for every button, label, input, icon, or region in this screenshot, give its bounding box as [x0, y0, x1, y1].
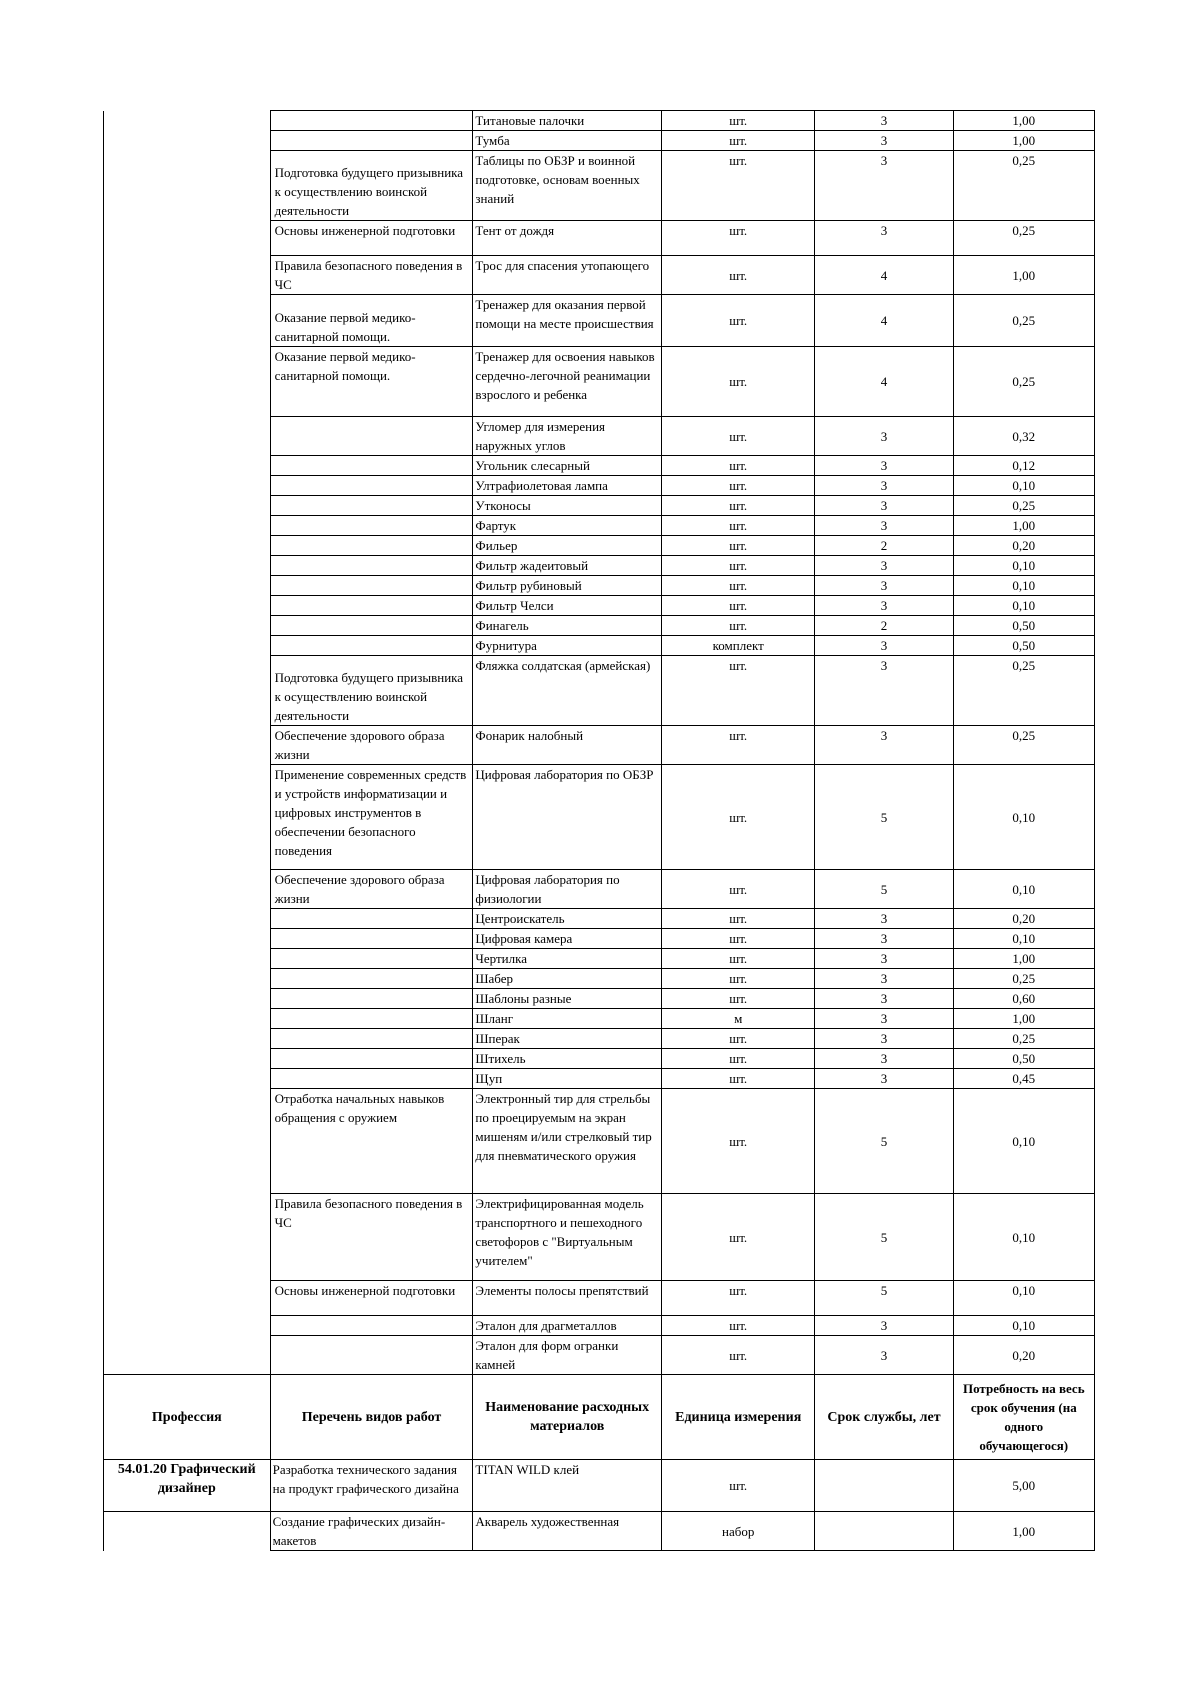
unit-cell: шт.: [661, 929, 814, 949]
profession-cell: [104, 1194, 271, 1281]
unit-cell: шт.: [661, 221, 814, 256]
service-life-cell: 3: [815, 1009, 953, 1029]
profession-cell: [104, 111, 271, 131]
need-cell: 0,25: [953, 151, 1094, 221]
material-name-cell: Фильер: [473, 536, 662, 556]
material-name-cell: Тент от дождя: [473, 221, 662, 256]
material-name-cell: Шланг: [473, 1009, 662, 1029]
table-row: [104, 1029, 1095, 1049]
need-cell: 1,00: [953, 516, 1094, 536]
work-type-cell: Правила безопасного поведения в ЧС: [270, 256, 473, 295]
material-name-cell: Эталон для драгметаллов: [473, 1316, 662, 1336]
need-cell: 0,25: [953, 969, 1094, 989]
header-unit: Единица измерения: [661, 1375, 814, 1460]
profession-cell: [104, 496, 271, 516]
need-cell: 0,25: [953, 221, 1094, 256]
service-life-cell: 4: [815, 347, 953, 417]
unit-cell: шт.: [661, 456, 814, 476]
work-type-cell: Обеспечение здорового образа жизни: [270, 726, 473, 765]
service-life-cell: 3: [815, 131, 953, 151]
service-life-cell: [815, 1512, 953, 1551]
need-cell: 0,32: [953, 417, 1094, 456]
unit-cell: шт.: [661, 1460, 814, 1512]
table-row: [104, 347, 1095, 417]
table-row: [104, 295, 1095, 347]
profession-cell: [104, 1316, 271, 1336]
profession-cell: [104, 556, 271, 576]
material-name-cell: Эталон для форм огранки камней: [473, 1336, 662, 1375]
service-life-cell: 3: [815, 969, 953, 989]
unit-cell: шт.: [661, 111, 814, 131]
unit-cell: шт.: [661, 949, 814, 969]
unit-cell: шт.: [661, 556, 814, 576]
unit-cell: шт.: [661, 1069, 814, 1089]
work-type-cell: [270, 1009, 473, 1029]
need-cell: 0,20: [953, 909, 1094, 929]
service-life-cell: 3: [815, 1336, 953, 1375]
table-row: [104, 151, 1095, 221]
service-life-cell: 3: [815, 596, 953, 616]
work-type-cell: [270, 909, 473, 929]
profession-cell: [104, 1069, 271, 1089]
profession-cell: [104, 256, 271, 295]
unit-cell: шт.: [661, 989, 814, 1009]
service-life-cell: 4: [815, 295, 953, 347]
unit-cell: шт.: [661, 616, 814, 636]
material-name-cell: Таблицы по ОБЗР и воинной подготовке, основам военных знаний: [473, 151, 662, 221]
table-row: [104, 1316, 1095, 1336]
profession-cell: [104, 929, 271, 949]
material-name-cell: Акварель художественная: [473, 1512, 662, 1551]
need-cell: 0,50: [953, 616, 1094, 636]
need-cell: 1,00: [953, 256, 1094, 295]
material-name-cell: Электрифицированная модель транспортного и пешеходного светофоров с "Виртуальным учителем": [473, 1194, 662, 1281]
service-life-cell: 3: [815, 909, 953, 929]
service-life-cell: 2: [815, 536, 953, 556]
material-name-cell: Шперак: [473, 1029, 662, 1049]
work-type-cell: Основы инженерной подготовки: [270, 1281, 473, 1316]
material-name-cell: Фонарик налобный: [473, 726, 662, 765]
table-row: [104, 131, 1095, 151]
material-name-cell: Элементы полосы препятствий: [473, 1281, 662, 1316]
unit-cell: шт.: [661, 765, 814, 870]
table-row: [104, 1049, 1095, 1069]
material-name-cell: Тренажер для освоения навыков сердечно-легочной реанимации взрослого и ребенка: [473, 347, 662, 417]
need-cell: 0,10: [953, 1281, 1094, 1316]
table-row: [104, 765, 1095, 870]
material-name-cell: Финагель: [473, 616, 662, 636]
work-type-cell: [270, 556, 473, 576]
profession-cell: 54.01.20 Графический дизайнер: [104, 1460, 271, 1512]
unit-cell: шт.: [661, 347, 814, 417]
need-cell: 5,00: [953, 1460, 1094, 1512]
profession-cell: [104, 417, 271, 456]
material-name-cell: Цифровая лаборатория по ОБЗР: [473, 765, 662, 870]
profession-cell: [104, 1281, 271, 1316]
service-life-cell: 3: [815, 1316, 953, 1336]
service-life-cell: 3: [815, 111, 953, 131]
unit-cell: шт.: [661, 1049, 814, 1069]
service-life-cell: 3: [815, 516, 953, 536]
service-life-cell: 3: [815, 989, 953, 1009]
service-life-cell: 3: [815, 456, 953, 476]
service-life-cell: 3: [815, 1049, 953, 1069]
service-life-cell: 3: [815, 496, 953, 516]
table-row: [104, 969, 1095, 989]
service-life-cell: 3: [815, 476, 953, 496]
work-type-cell: [270, 516, 473, 536]
table-row: [104, 726, 1095, 765]
table-row: [104, 417, 1095, 456]
service-life-cell: 2: [815, 616, 953, 636]
table-row: [104, 909, 1095, 929]
profession-cell: [104, 151, 271, 221]
need-cell: 1,00: [953, 131, 1094, 151]
profession-cell: [104, 870, 271, 909]
material-name-cell: Фляжка солдатская (армейская): [473, 656, 662, 726]
service-life-cell: 3: [815, 636, 953, 656]
service-life-cell: 5: [815, 765, 953, 870]
work-type-cell: Разработка технического задания на продукт графического дизайна: [270, 1460, 473, 1512]
profession-cell: [104, 616, 271, 636]
header-service-life: Срок службы, лет: [815, 1375, 953, 1460]
need-cell: 1,00: [953, 1009, 1094, 1029]
need-cell: 0,25: [953, 726, 1094, 765]
material-name-cell: Угольник слесарный: [473, 456, 662, 476]
work-type-cell: [270, 616, 473, 636]
header-works: Перечень видов работ: [270, 1375, 473, 1460]
work-type-cell: [270, 929, 473, 949]
material-name-cell: Чертилка: [473, 949, 662, 969]
profession-cell: [104, 949, 271, 969]
work-type-cell: [270, 417, 473, 456]
need-cell: 0,12: [953, 456, 1094, 476]
table-row: [104, 456, 1095, 476]
profession-cell: [104, 1029, 271, 1049]
work-type-cell: Оказание первой медико-санитарной помощи.: [270, 347, 473, 417]
unit-cell: м: [661, 1009, 814, 1029]
unit-cell: шт.: [661, 1281, 814, 1316]
profession-cell: [104, 1089, 271, 1194]
work-type-cell: Правила безопасного поведения в ЧС: [270, 1194, 473, 1281]
service-life-cell: 3: [815, 656, 953, 726]
table-row: [104, 1336, 1095, 1375]
unit-cell: шт.: [661, 1089, 814, 1194]
work-type-cell: [270, 1316, 473, 1336]
table-row: [104, 256, 1095, 295]
work-type-cell: [270, 1049, 473, 1069]
profession-cell: [104, 576, 271, 596]
table-row: [104, 989, 1095, 1009]
table-row: [104, 1460, 1095, 1512]
unit-cell: шт.: [661, 726, 814, 765]
need-cell: 0,25: [953, 347, 1094, 417]
unit-cell: шт.: [661, 536, 814, 556]
need-cell: 0,20: [953, 1336, 1094, 1375]
need-cell: 0,50: [953, 1049, 1094, 1069]
need-cell: 0,10: [953, 765, 1094, 870]
work-type-cell: Подготовка будущего призывника к осуществлению воинской деятельности: [270, 656, 473, 726]
service-life-cell: 3: [815, 417, 953, 456]
work-type-cell: [270, 636, 473, 656]
profession-cell: [104, 221, 271, 256]
material-name-cell: Фартук: [473, 516, 662, 536]
service-life-cell: 5: [815, 1281, 953, 1316]
need-cell: 0,10: [953, 870, 1094, 909]
need-cell: 0,60: [953, 989, 1094, 1009]
service-life-cell: 5: [815, 1194, 953, 1281]
profession-cell: [104, 1049, 271, 1069]
table-row: [104, 1194, 1095, 1281]
work-type-cell: [270, 536, 473, 556]
material-name-cell: Цифровая камера: [473, 929, 662, 949]
unit-cell: шт.: [661, 151, 814, 221]
work-type-cell: [270, 456, 473, 476]
table-row: [104, 656, 1095, 726]
material-name-cell: Штихель: [473, 1049, 662, 1069]
header-materials: Наименование расходных материалов: [473, 1375, 662, 1460]
material-name-cell: Щуп: [473, 1069, 662, 1089]
work-type-cell: [270, 1069, 473, 1089]
need-cell: 1,00: [953, 949, 1094, 969]
unit-cell: шт.: [661, 131, 814, 151]
work-type-cell: [270, 111, 473, 131]
need-cell: 0,25: [953, 656, 1094, 726]
material-name-cell: Фильтр жадеитовый: [473, 556, 662, 576]
service-life-cell: 4: [815, 256, 953, 295]
work-type-cell: Отработка начальных навыков обращения с оружием: [270, 1089, 473, 1194]
work-type-cell: Создание графических дизайн-макетов: [270, 1512, 473, 1551]
table-row: [104, 516, 1095, 536]
profession-cell: [104, 347, 271, 417]
work-type-cell: Основы инженерной подготовки: [270, 221, 473, 256]
unit-cell: шт.: [661, 1194, 814, 1281]
material-name-cell: Шабер: [473, 969, 662, 989]
table-row: [104, 1009, 1095, 1029]
table-row: [104, 636, 1095, 656]
material-name-cell: Утконосы: [473, 496, 662, 516]
need-cell: 0,10: [953, 576, 1094, 596]
table-row: [104, 536, 1095, 556]
work-type-cell: Оказание первой медико-санитарной помощи.: [270, 295, 473, 347]
material-name-cell: Фильтр рубиновый: [473, 576, 662, 596]
unit-cell: шт.: [661, 496, 814, 516]
table-row: [104, 476, 1095, 496]
unit-cell: шт.: [661, 256, 814, 295]
material-name-cell: Тренажер для оказания первой помощи на месте происшествия: [473, 295, 662, 347]
need-cell: 1,00: [953, 111, 1094, 131]
profession-cell: [104, 1512, 271, 1551]
unit-cell: набор: [661, 1512, 814, 1551]
work-type-cell: [270, 596, 473, 616]
profession-cell: [104, 1009, 271, 1029]
service-life-cell: 5: [815, 870, 953, 909]
table-row: [104, 949, 1095, 969]
table-row: [104, 556, 1095, 576]
table-row: [104, 870, 1095, 909]
need-cell: 0,45: [953, 1069, 1094, 1089]
service-life-cell: 3: [815, 949, 953, 969]
need-cell: 0,10: [953, 1194, 1094, 1281]
material-name-cell: Фильтр Челси: [473, 596, 662, 616]
unit-cell: шт.: [661, 516, 814, 536]
service-life-cell: 3: [815, 556, 953, 576]
material-name-cell: Трос для спасения утопающего: [473, 256, 662, 295]
need-cell: 0,10: [953, 1089, 1094, 1194]
profession-cell: [104, 536, 271, 556]
service-life-cell: [815, 1460, 953, 1512]
need-cell: 0,25: [953, 496, 1094, 516]
unit-cell: шт.: [661, 476, 814, 496]
profession-cell: [104, 969, 271, 989]
unit-cell: шт.: [661, 909, 814, 929]
work-type-cell: [270, 969, 473, 989]
materials-table-page: [103, 110, 1095, 1551]
work-type-cell: [270, 949, 473, 969]
table-row: [104, 221, 1095, 256]
unit-cell: комплект: [661, 636, 814, 656]
unit-cell: шт.: [661, 870, 814, 909]
material-name-cell: Титановые палочки: [473, 111, 662, 131]
need-cell: 0,10: [953, 476, 1094, 496]
service-life-cell: 3: [815, 726, 953, 765]
table-row: [104, 1512, 1095, 1551]
profession-cell: [104, 636, 271, 656]
material-name-cell: Центроискатель: [473, 909, 662, 929]
need-cell: 0,10: [953, 929, 1094, 949]
table-row: [104, 576, 1095, 596]
header-profession: Профессия: [104, 1375, 271, 1460]
profession-cell: [104, 596, 271, 616]
work-type-cell: Подготовка будущего призывника к осуществлению воинской деятельности: [270, 151, 473, 221]
table-row: [104, 1069, 1095, 1089]
work-type-cell: [270, 1336, 473, 1375]
profession-cell: [104, 656, 271, 726]
profession-cell: [104, 909, 271, 929]
table-row: [104, 111, 1095, 131]
profession-cell: [104, 295, 271, 347]
unit-cell: шт.: [661, 417, 814, 456]
material-name-cell: Цифровая лаборатория по физиологии: [473, 870, 662, 909]
work-type-cell: [270, 1029, 473, 1049]
unit-cell: шт.: [661, 295, 814, 347]
need-cell: 0,10: [953, 556, 1094, 576]
unit-cell: шт.: [661, 596, 814, 616]
work-type-cell: [270, 576, 473, 596]
material-name-cell: Электронный тир для стрельбы по проецируемым на экран мишеням и/или стрелковый тир для пневматического оружия: [473, 1089, 662, 1194]
table-row: [104, 616, 1095, 636]
unit-cell: шт.: [661, 1336, 814, 1375]
unit-cell: шт.: [661, 576, 814, 596]
service-life-cell: 5: [815, 1089, 953, 1194]
work-type-cell: Обеспечение здорового образа жизни: [270, 870, 473, 909]
need-cell: 1,00: [953, 1512, 1094, 1551]
profession-cell: [104, 726, 271, 765]
service-life-cell: 3: [815, 929, 953, 949]
profession-cell: [104, 131, 271, 151]
unit-cell: шт.: [661, 1316, 814, 1336]
profession-cell: [104, 476, 271, 496]
need-cell: 0,25: [953, 1029, 1094, 1049]
work-type-cell: Применение современных средств и устройств информатизации и цифровых инструментов в обеспечении безопасного поведения: [270, 765, 473, 870]
table-row: [104, 1281, 1095, 1316]
service-life-cell: 3: [815, 576, 953, 596]
material-name-cell: Ултрафиолетовая лампа: [473, 476, 662, 496]
service-life-cell: 3: [815, 1029, 953, 1049]
unit-cell: шт.: [661, 1029, 814, 1049]
work-type-cell: [270, 496, 473, 516]
table-row: [104, 596, 1095, 616]
profession-cell: [104, 456, 271, 476]
service-life-cell: 3: [815, 221, 953, 256]
materials-table: [103, 110, 1095, 1551]
work-type-cell: [270, 476, 473, 496]
need-cell: 0,20: [953, 536, 1094, 556]
table-row: [104, 1089, 1095, 1194]
profession-cell: [104, 516, 271, 536]
need-cell: 0,10: [953, 596, 1094, 616]
service-life-cell: 3: [815, 1069, 953, 1089]
need-cell: 0,50: [953, 636, 1094, 656]
table-row: [104, 929, 1095, 949]
profession-cell: [104, 765, 271, 870]
unit-cell: шт.: [661, 656, 814, 726]
service-life-cell: 3: [815, 151, 953, 221]
profession-cell: [104, 1336, 271, 1375]
need-cell: 0,10: [953, 1316, 1094, 1336]
need-cell: 0,25: [953, 295, 1094, 347]
header-need: Потребность на весь срок обучения (на одного обучающегося): [953, 1375, 1094, 1460]
material-name-cell: TITAN WILD клей: [473, 1460, 662, 1512]
material-name-cell: Фурнитура: [473, 636, 662, 656]
table-row: [104, 496, 1095, 516]
material-name-cell: Угломер для измерения наружных углов: [473, 417, 662, 456]
unit-cell: шт.: [661, 969, 814, 989]
work-type-cell: [270, 131, 473, 151]
material-name-cell: Шаблоны разные: [473, 989, 662, 1009]
work-type-cell: [270, 989, 473, 1009]
table-header-row: [104, 1375, 1095, 1460]
profession-cell: [104, 989, 271, 1009]
material-name-cell: Тумба: [473, 131, 662, 151]
